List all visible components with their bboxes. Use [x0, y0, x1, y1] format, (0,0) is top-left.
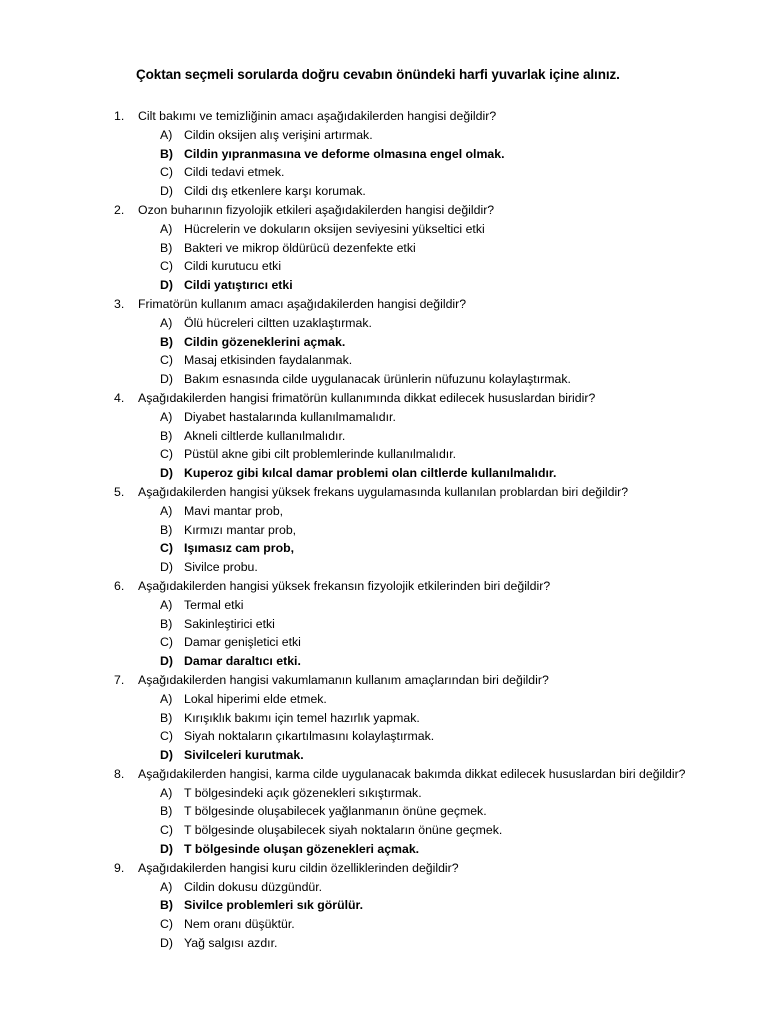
- option-letter: D): [160, 654, 173, 669]
- question-line: [0, 107, 768, 126]
- question-number: 8.: [114, 766, 125, 781]
- option-text: Kuperoz gibi kılcal damar problemi olan ciltlerde kullanılmalıdır.: [184, 466, 557, 481]
- option-letter: A): [160, 409, 173, 424]
- answer-option[interactable]: [0, 934, 768, 953]
- answer-option[interactable]: [0, 878, 768, 897]
- option-text: Bakım esnasında cilde uygulanacak ürünlerin nüfuzunu kolaylaştırmak.: [184, 372, 571, 387]
- option-text: Ölü hücreleri ciltten uzaklaştırmak.: [184, 315, 372, 330]
- option-text: T bölgesinde oluşabilecek siyah noktaların önüne geçmek.: [184, 823, 503, 838]
- question-line: [0, 201, 768, 220]
- answer-option-correct[interactable]: [0, 145, 768, 164]
- option-text: Termal etki: [184, 597, 244, 612]
- answer-option[interactable]: [0, 821, 768, 840]
- option-letter: C): [160, 729, 173, 744]
- answer-option-correct[interactable]: [0, 464, 768, 483]
- option-text: Yağ salgısı azdır.: [184, 936, 278, 951]
- option-letter: C): [160, 917, 173, 932]
- option-letter: D): [160, 184, 173, 199]
- option-text: Kırmızı mantar prob,: [184, 522, 297, 537]
- answer-option[interactable]: [0, 351, 768, 370]
- answer-option[interactable]: [0, 690, 768, 709]
- option-text: Sakinleştirici etki: [184, 616, 275, 631]
- answer-option[interactable]: [0, 784, 768, 803]
- answer-option[interactable]: [0, 370, 768, 389]
- option-letter: C): [160, 165, 173, 180]
- question-number: 3.: [114, 296, 125, 311]
- question-number: 7.: [114, 672, 125, 687]
- question-item: [0, 765, 768, 859]
- question-text: Frimatörün kullanım amacı aşağıdakilerden hangisi değildir?: [138, 296, 467, 311]
- option-letter: A): [160, 879, 173, 894]
- option-letter: C): [160, 353, 173, 368]
- question-item: [0, 671, 768, 765]
- option-text: Diyabet hastalarında kullanılmamalıdır.: [184, 409, 396, 424]
- answer-option[interactable]: [0, 445, 768, 464]
- option-text: Cildi tedavi etmek.: [184, 165, 285, 180]
- answer-option-correct[interactable]: [0, 539, 768, 558]
- question-item: [0, 389, 768, 483]
- question-text: Cilt bakımı ve temizliğinin amacı aşağıdakilerden hangisi değildir?: [138, 109, 497, 123]
- option-letter: A): [160, 127, 173, 142]
- answer-option-correct[interactable]: [0, 840, 768, 859]
- answer-option[interactable]: [0, 709, 768, 728]
- answer-option[interactable]: [0, 521, 768, 540]
- question-item: [0, 201, 768, 295]
- option-letter: A): [160, 785, 173, 800]
- answer-option[interactable]: [0, 239, 768, 258]
- option-letter: B): [160, 334, 173, 349]
- option-letter: A): [160, 221, 173, 236]
- answer-option[interactable]: [0, 257, 768, 276]
- answer-option-correct[interactable]: [0, 652, 768, 671]
- option-text: Sivilceleri kurutmak.: [184, 748, 304, 763]
- option-letter: D): [160, 372, 173, 387]
- question-item: [0, 577, 768, 671]
- option-letter: B): [160, 522, 173, 537]
- question-item: [0, 483, 768, 577]
- option-text: Bakteri ve mikrop öldürücü dezenfekte etki: [184, 240, 416, 255]
- option-letter: C): [160, 541, 173, 556]
- option-text: Damar genişletici etki: [184, 635, 301, 650]
- question-text: Aşağıdakilerden hangisi kuru cildin özelliklerinden değildir?: [138, 860, 459, 875]
- option-text: Cildin oksijen alış verişini artırmak.: [184, 127, 373, 142]
- option-letter: D): [160, 278, 173, 293]
- answer-option-correct[interactable]: [0, 333, 768, 352]
- answer-option-correct[interactable]: [0, 746, 768, 765]
- option-text: Kırışıklık bakımı için temel hazırlık yapmak.: [184, 710, 420, 725]
- question-line: [0, 389, 768, 408]
- answer-option[interactable]: [0, 915, 768, 934]
- question-text: Aşağıdakilerden hangisi vakumlamanın kullanım amaçlarından biri değildir?: [138, 672, 549, 687]
- option-text: Siyah noktaların çıkartılmasını kolaylaştırmak.: [184, 729, 435, 744]
- question-text: Aşağıdakilerden hangisi, karma cilde uygulanacak bakımda dikkat edilecek hususlardan biri değildir?: [138, 766, 686, 781]
- question-line: [0, 483, 768, 502]
- question-number: 6.: [114, 578, 125, 593]
- option-text: T bölgesinde oluşabilecek yağlanmanın önüne geçmek.: [184, 804, 487, 819]
- answer-option[interactable]: [0, 314, 768, 333]
- option-letter: C): [160, 259, 173, 274]
- answer-option[interactable]: [0, 182, 768, 201]
- option-letter: B): [160, 804, 173, 819]
- option-text: Cildi kurutucu etki: [184, 259, 282, 274]
- option-text: Sivilce probu.: [184, 560, 258, 575]
- question-number: 4.: [114, 390, 125, 405]
- option-letter: D): [160, 560, 173, 575]
- option-letter: D): [160, 936, 173, 951]
- option-text: Mavi mantar prob,: [184, 503, 284, 518]
- answer-option[interactable]: [0, 220, 768, 239]
- option-text: T bölgesinde oluşan gözenekleri açmak.: [184, 842, 420, 857]
- answer-option[interactable]: [0, 558, 768, 577]
- question-item: [0, 107, 768, 201]
- answer-option[interactable]: [0, 596, 768, 615]
- answer-option[interactable]: [0, 502, 768, 521]
- option-letter: D): [160, 842, 173, 857]
- option-text: Cildin gözeneklerini açmak.: [184, 334, 346, 349]
- question-item: [0, 295, 768, 389]
- option-text: Hücrelerin ve dokuların oksijen seviyesini yükseltici etki: [184, 221, 485, 236]
- question-text: Ozon buharının fizyolojik etkileri aşağıdakilerden hangisi değildir?: [138, 202, 495, 217]
- option-letter: A): [160, 691, 173, 706]
- question-line: [0, 577, 768, 596]
- answer-option[interactable]: [0, 615, 768, 634]
- question-list: [0, 107, 768, 953]
- question-text: Aşağıdakilerden hangisi yüksek frekansın fizyolojik etkilerinden biri değildir?: [138, 578, 551, 593]
- option-text: Masaj etkisinden faydalanmak.: [184, 353, 353, 368]
- option-letter: B): [160, 616, 173, 631]
- option-letter: B): [160, 240, 173, 255]
- option-text: Işımasız cam prob,: [184, 541, 295, 556]
- question-line: [0, 765, 768, 784]
- option-letter: C): [160, 823, 173, 838]
- option-text: Püstül akne gibi cilt problemlerinde kullanılmalıdır.: [184, 447, 457, 462]
- answer-option[interactable]: [0, 727, 768, 746]
- question-line: [0, 859, 768, 878]
- option-letter: B): [160, 898, 173, 913]
- question-line: [0, 295, 768, 314]
- answer-option[interactable]: [0, 163, 768, 182]
- question-number: 1.: [114, 109, 125, 123]
- option-text: Cildin dokusu düzgündür.: [184, 879, 323, 894]
- answer-option[interactable]: [0, 408, 768, 427]
- option-text: T bölgesindeki açık gözenekleri sıkıştırmak.: [184, 785, 422, 800]
- option-text: Lokal hiperimi elde etmek.: [184, 691, 327, 706]
- option-letter: C): [160, 635, 173, 650]
- option-text: Sivilce problemleri sık görülür.: [184, 898, 364, 913]
- answer-option[interactable]: [0, 633, 768, 652]
- option-letter: B): [160, 428, 173, 443]
- option-text: Damar daraltıcı etki.: [184, 654, 301, 669]
- instruction-heading: Çoktan seçmeli sorularda doğru cevabın önündeki harfi yuvarlak içine alınız.: [136, 67, 620, 82]
- option-letter: D): [160, 466, 173, 481]
- question-number: 5.: [114, 484, 125, 499]
- question-number: 2.: [114, 202, 125, 217]
- question-item: [0, 859, 768, 953]
- question-text: Aşağıdakilerden hangisi yüksek frekans uygulamasında kullanılan problardan biri değildir?: [138, 484, 629, 499]
- answer-option[interactable]: [0, 126, 768, 145]
- answer-option-correct[interactable]: [0, 276, 768, 295]
- option-letter: A): [160, 503, 173, 518]
- answer-option-correct[interactable]: [0, 896, 768, 915]
- option-text: Cildi yatıştırıcı etki: [184, 278, 293, 293]
- option-letter: D): [160, 748, 173, 763]
- option-text: Nem oranı düşüktür.: [184, 917, 295, 932]
- question-number: 9.: [114, 860, 125, 875]
- question-line: [0, 671, 768, 690]
- option-text: Cildin yıpranmasına ve deforme olmasına engel olmak.: [184, 146, 505, 161]
- option-letter: B): [160, 710, 173, 725]
- answer-option[interactable]: [0, 427, 768, 446]
- option-letter: A): [160, 597, 173, 612]
- option-letter: A): [160, 315, 173, 330]
- option-text: Cildi dış etkenlere karşı korumak.: [184, 184, 366, 199]
- option-text: Akneli ciltlerde kullanılmalıdır.: [184, 428, 346, 443]
- question-text: Aşağıdakilerden hangisi frimatörün kullanımında dikkat edilecek hususlardan biridir?: [138, 390, 596, 405]
- option-letter: C): [160, 447, 173, 462]
- option-letter: B): [160, 146, 173, 161]
- answer-option[interactable]: [0, 802, 768, 821]
